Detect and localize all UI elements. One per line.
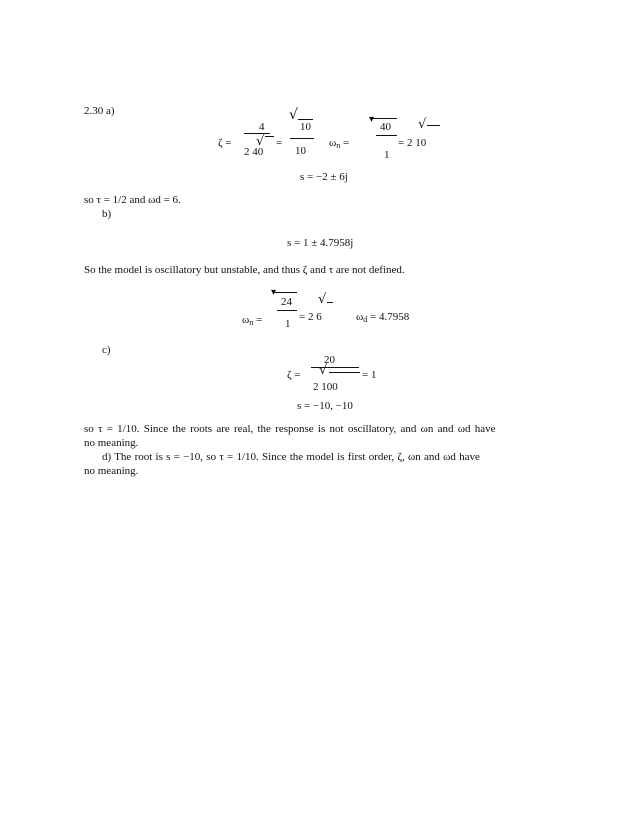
roots-c: s = −10, −10 <box>297 400 353 412</box>
root-bracket-24: ▾ <box>271 287 277 298</box>
fraction-bar-24 <box>277 310 297 311</box>
roots-a: s = −2 ± 6j <box>300 171 348 183</box>
label-b: b) <box>102 208 112 220</box>
root-10-numerator: 10 <box>300 121 311 133</box>
root-bracket-40: ▾ <box>369 114 375 125</box>
omega-n-label-b: ωn = <box>242 314 263 327</box>
note-c-line1: so τ = 1/10. Since the roots are real, the response is not oscillatory, and ωn and ωd have <box>84 423 496 435</box>
zeta-symbol-a: ζ = <box>218 137 232 149</box>
statement-b: So the model is oscillatory but unstable, and thus ζ and τ are not defined. <box>84 264 405 276</box>
numerator-4: 4 <box>259 121 265 133</box>
denominator-1-a: 1 <box>384 149 390 161</box>
sqrt-bar-40 <box>265 136 274 137</box>
omega-n-label-a: ωn = <box>329 137 350 150</box>
sqrt-sign-10-b: √ <box>418 117 427 132</box>
problem-label: 2.30 a) <box>84 105 115 117</box>
sqrt-sign-100: √ <box>319 363 328 378</box>
note-d-line2: no meaning. <box>84 465 139 477</box>
numerator-24: 24 <box>281 296 292 308</box>
zeta-symbol-c: ζ = <box>287 369 301 381</box>
sqrt-sign-10-top: √ <box>289 107 298 123</box>
note-a: so τ = 1/2 and ωd = 6. <box>84 194 181 206</box>
numerator-40: 40 <box>380 121 391 133</box>
equals-2-root6: = 2 6 <box>299 311 322 323</box>
omega-d-b: ωd = 4.7958 <box>356 311 410 324</box>
roots-b: s = 1 ± 4.7958j <box>287 237 354 249</box>
equals-sign-a: = <box>276 137 283 149</box>
denominator-2-40: 2 40 <box>244 146 264 158</box>
sqrt-bar-10-top <box>298 119 313 120</box>
denominator-2-100: 2 100 <box>313 381 338 393</box>
root-bar-24 <box>273 292 297 293</box>
sqrt-bar-100 <box>329 372 360 373</box>
sqrt-sign-40: √ <box>256 134 265 149</box>
denominator-1-b: 1 <box>285 318 291 330</box>
note-c-line2: no meaning. <box>84 437 139 449</box>
root-bar-40 <box>371 118 397 119</box>
fraction-bar-10 <box>290 138 314 139</box>
equals-2-root10: = 2 10 <box>398 137 427 149</box>
fraction-bar-40 <box>376 135 397 136</box>
sqrt-bar-6 <box>327 302 333 303</box>
equals-1: = 1 <box>362 369 377 381</box>
numerator-20: 20 <box>324 354 335 366</box>
note-d-line1: d) The root is s = −10, so τ = 1/10. Since the model is first order, ζ, ωn and ωd have <box>102 451 480 463</box>
denominator-10: 10 <box>295 145 306 157</box>
sqrt-bar-10-b <box>427 125 440 126</box>
sqrt-sign-6: √ <box>318 292 327 307</box>
label-c: c) <box>102 344 111 356</box>
